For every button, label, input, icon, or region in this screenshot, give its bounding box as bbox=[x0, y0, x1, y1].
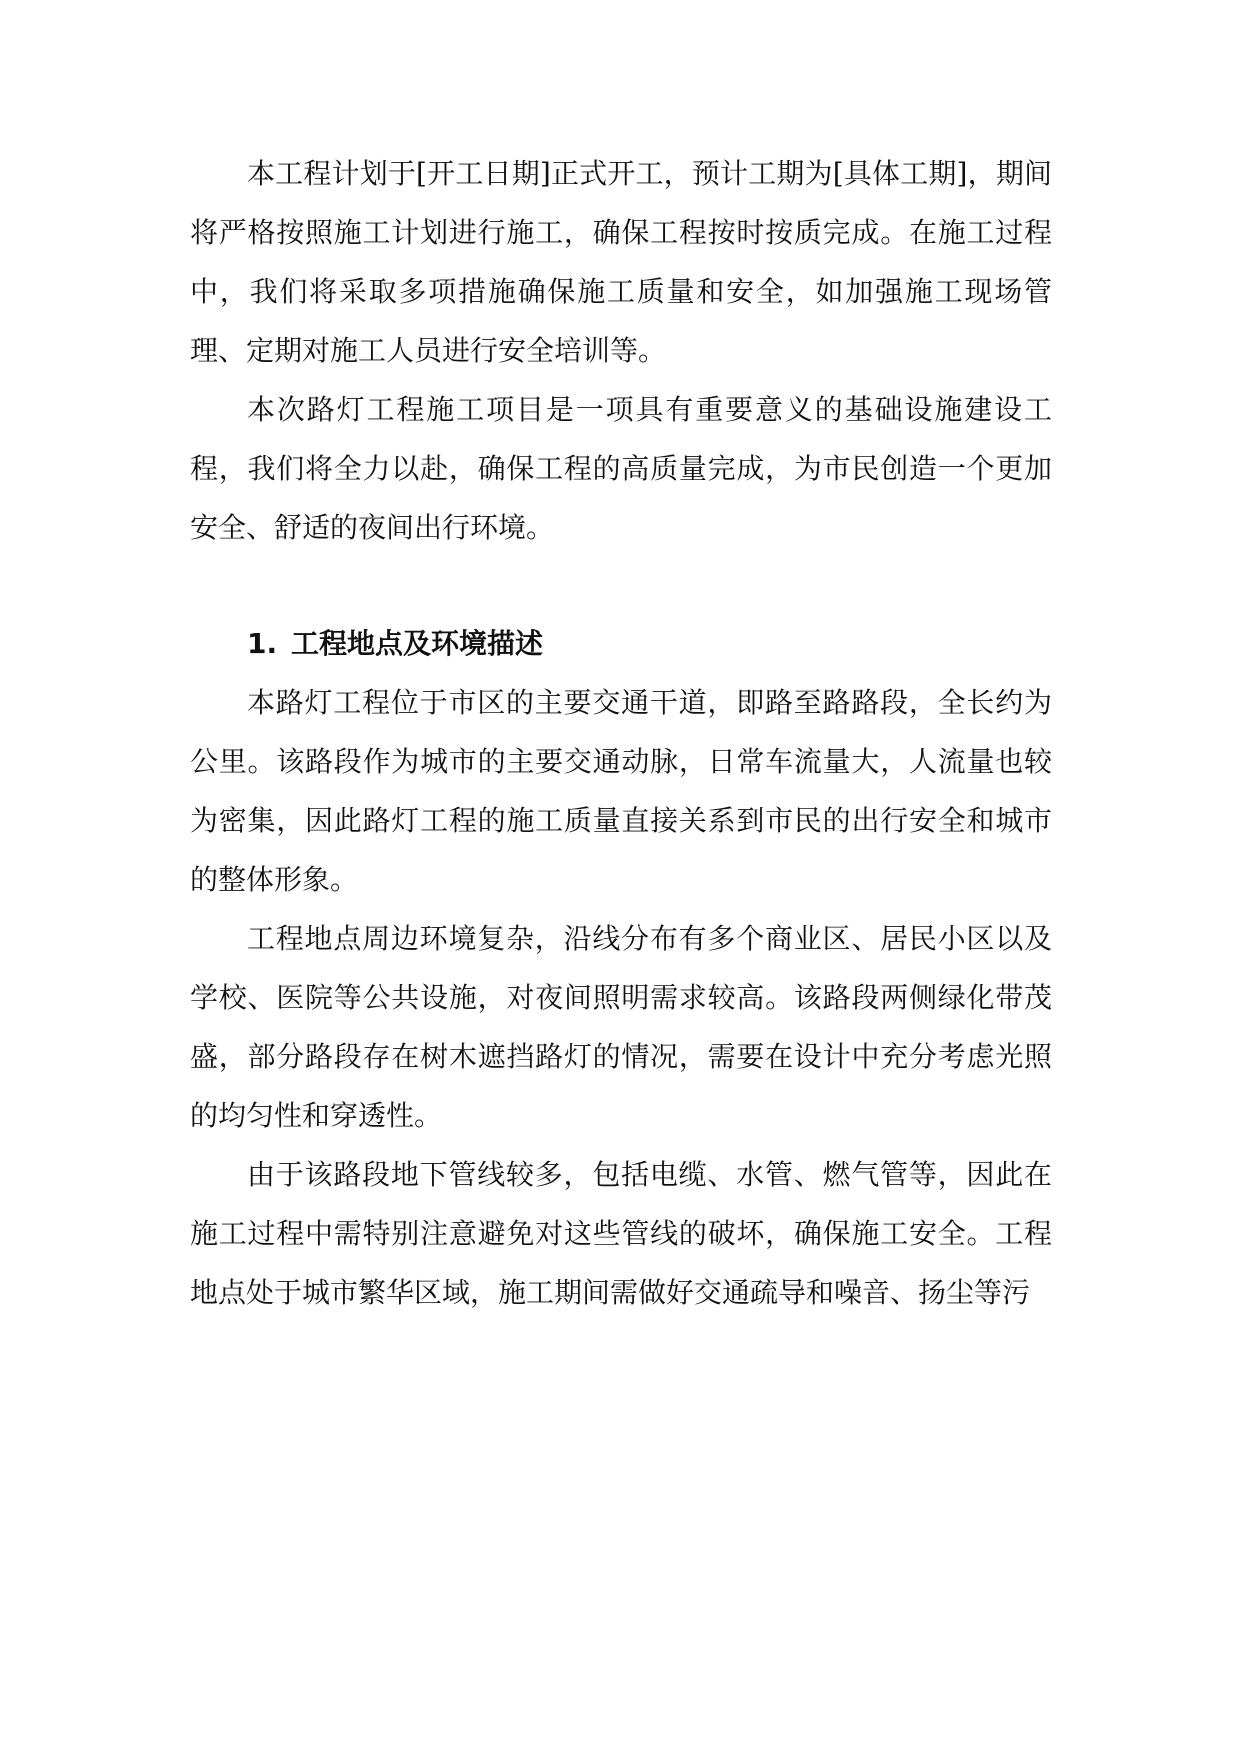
section-heading bbox=[190, 614, 1052, 673]
paragraph-schedule: 本工程计划于[开工日期]正式开工，预计工期为[具体工期]，期间将严格按照施工计划进行施工，确保工程按时按质完成。在施工过程中，我们将采取多项措施确保施工质量和安全，如加强施工现场管理、定期对施工人员进行安全培训等。 bbox=[190, 157, 1052, 367]
paragraph-location: 本路灯工程位于市区的主要交通干道，即路至路路段，全长约为公里。该路段作为城市的主要交通动脉，日常车流量大，人流量也较为密集，因此路灯工程的施工质量直接关系到市民的出行安全和城市的整体形象。 bbox=[190, 686, 1052, 896]
document-body bbox=[190, 144, 1052, 1322]
paragraph-pipelines: 由于该路段地下管线较多，包括电缆、水管、燃气管等，因此在施工过程中需特别注意避免对这些管线的破坏，确保施工安全。工程地点处于城市繁华区域，施工期间需做好交通疏导和噪音、扬尘等污 bbox=[190, 1158, 1052, 1309]
section-title: 工程地点及环境描述 bbox=[291, 627, 544, 660]
paragraph-significance: 本次路灯工程施工项目是一项具有重要意义的基础设施建设工程，我们将全力以赴，确保工程的高质量完成，为市民创造一个更加安全、舒适的夜间出行环境。 bbox=[190, 393, 1052, 544]
paragraph-environment: 工程地点周边环境复杂，沿线分布有多个商业区、居民小区以及学校、医院等公共设施，对夜间照明需求较高。该路段两侧绿化带茂盛，部分路段存在树木遮挡路灯的情况，需要在设计中充分考虑光照的均匀性和穿透性。 bbox=[190, 922, 1052, 1132]
section-number: 1. bbox=[247, 627, 278, 660]
